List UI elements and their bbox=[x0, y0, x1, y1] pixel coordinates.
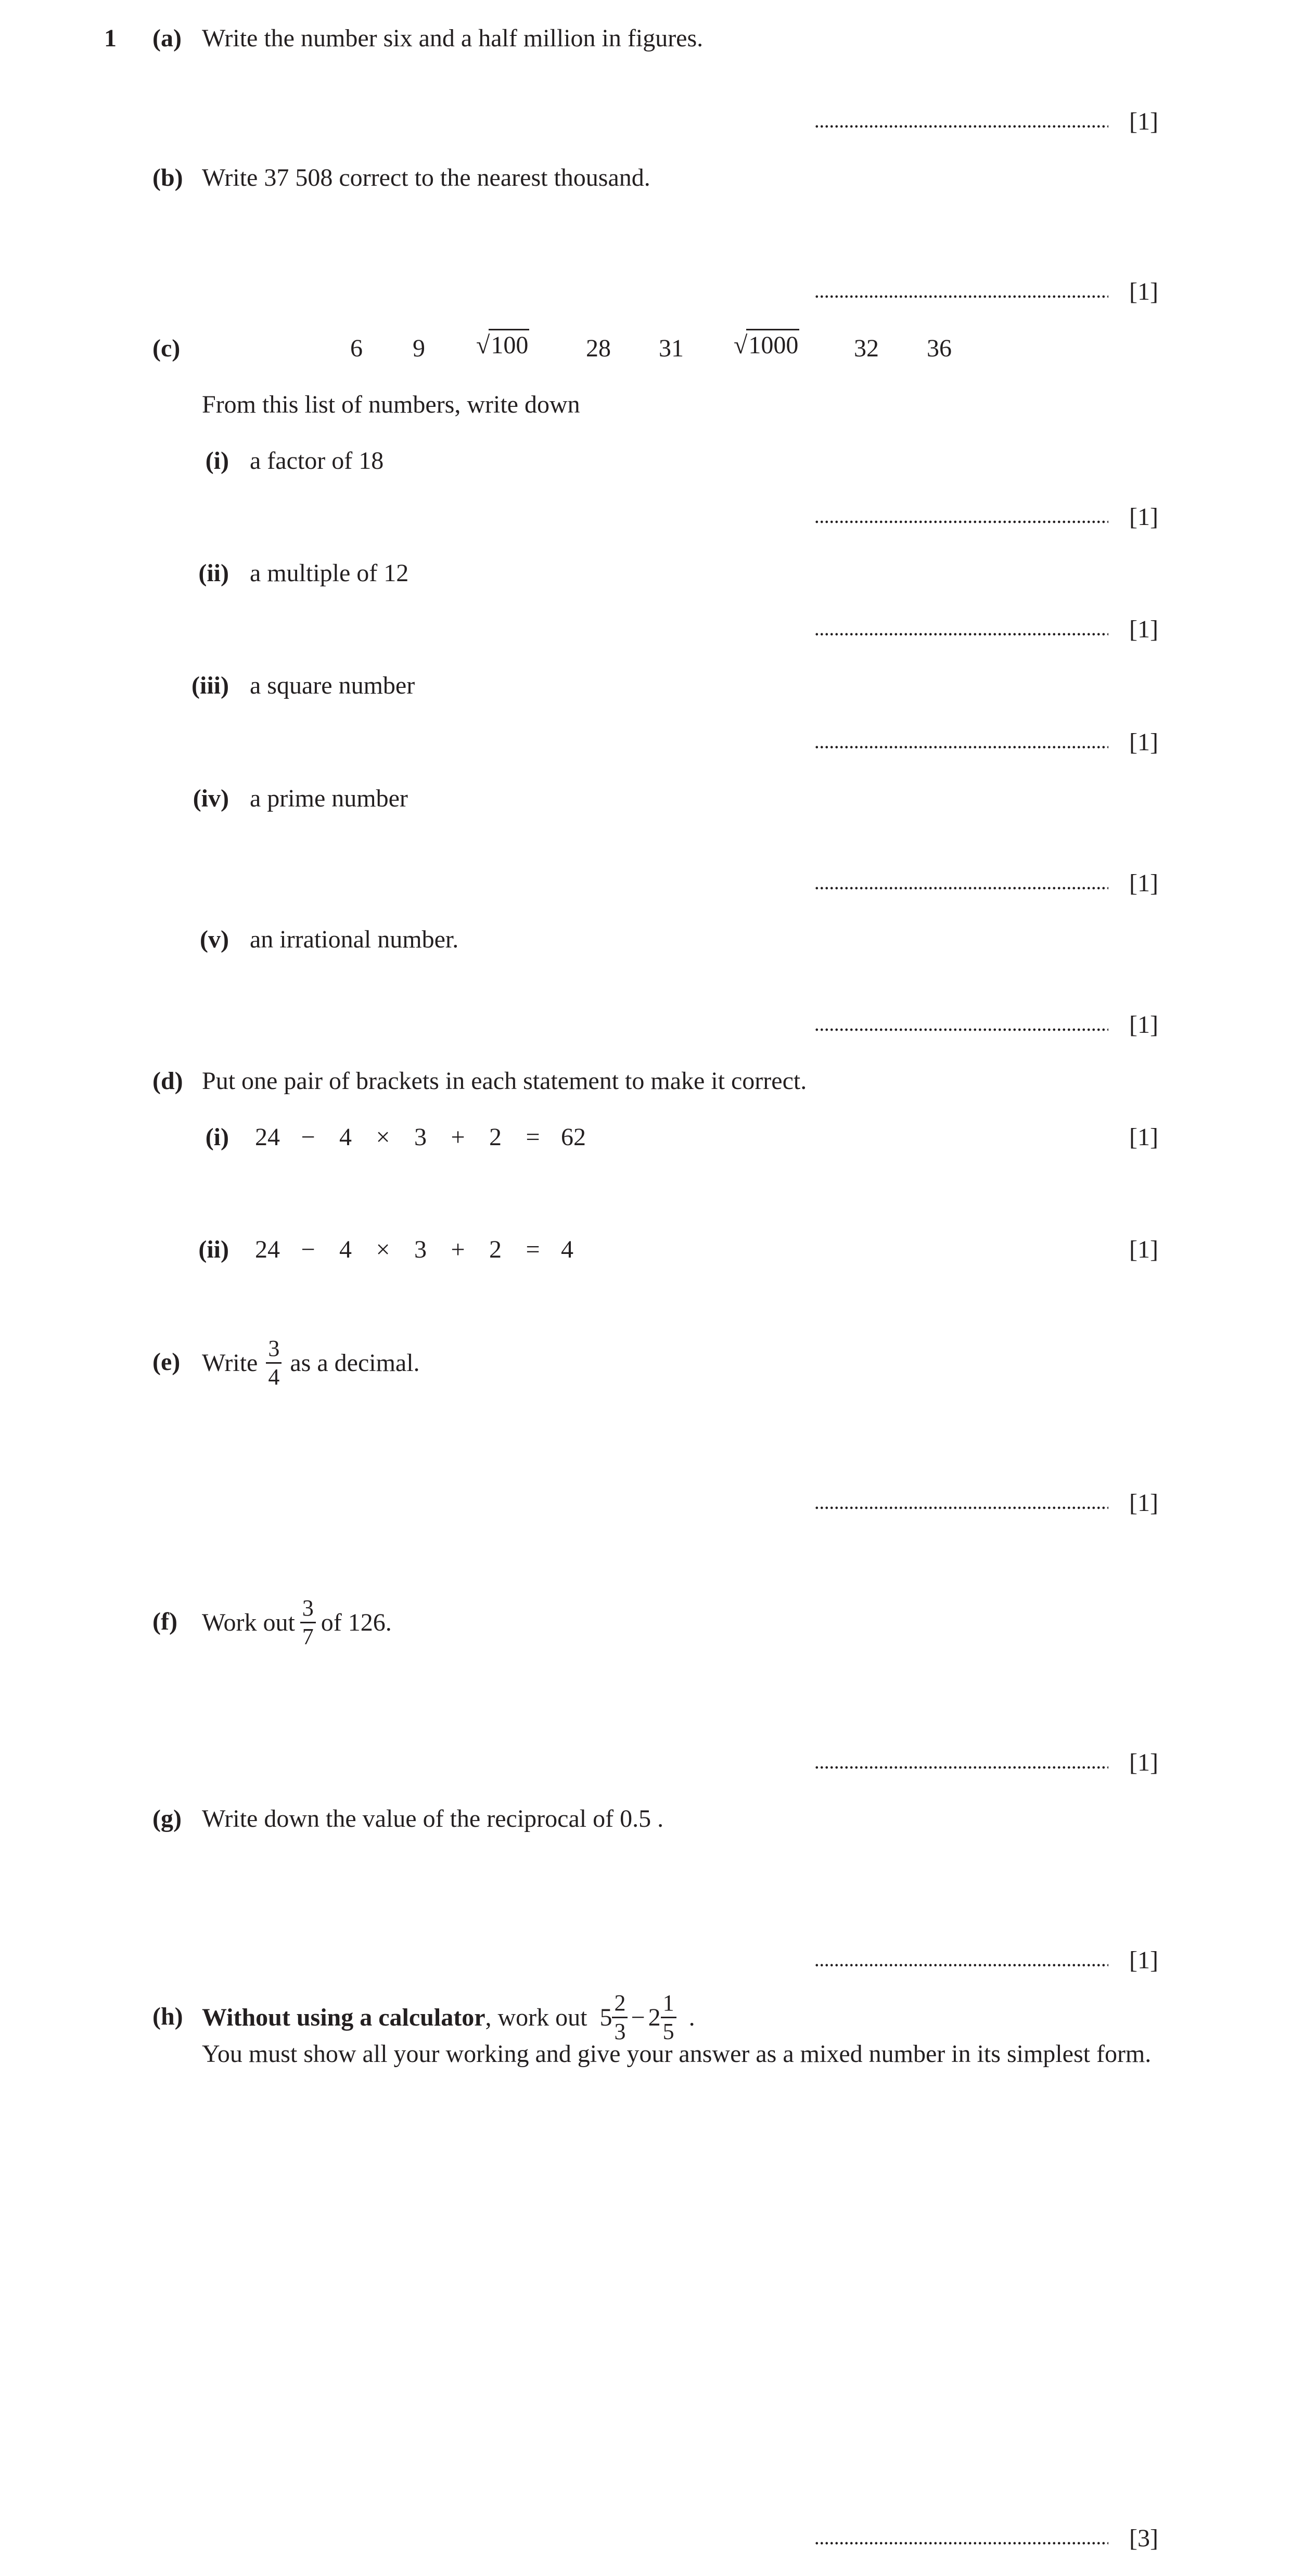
part-h-text bbox=[202, 1992, 695, 2043]
marks-b: [1] bbox=[1129, 278, 1158, 305]
denominator: 7 bbox=[302, 1624, 314, 1649]
part-e-pre: Write bbox=[202, 1349, 258, 1377]
marks-g: [1] bbox=[1129, 1946, 1158, 1974]
part-c-ii-text: a multiple of 12 bbox=[250, 559, 409, 587]
plus-sign: + bbox=[451, 1123, 465, 1151]
marks-c-ii: [1] bbox=[1129, 616, 1158, 643]
part-g-label: (g) bbox=[152, 1805, 182, 1832]
sqrt-1000 bbox=[734, 333, 799, 358]
minus-sign: − bbox=[301, 1123, 315, 1151]
answer-line-c-ii[interactable] bbox=[814, 633, 1108, 636]
fraction-1-5 bbox=[661, 1992, 676, 2043]
equation-d-i bbox=[255, 1125, 592, 1150]
part-e-text bbox=[202, 1337, 420, 1389]
sqrt-100 bbox=[476, 333, 529, 358]
answer-line-a[interactable] bbox=[814, 125, 1108, 128]
part-f-pre: Work out bbox=[202, 1608, 295, 1636]
part-g-text: Write down the value of the reciprocal of 0.5 . bbox=[202, 1805, 664, 1832]
answer-line-g[interactable] bbox=[814, 1964, 1108, 1967]
eq-token: 24 bbox=[255, 1236, 280, 1263]
part-c-iv-text: a prime number bbox=[250, 785, 408, 812]
minus-sign: − bbox=[301, 1236, 315, 1263]
marks-f: [1] bbox=[1129, 1749, 1158, 1776]
marks-c-iii: [1] bbox=[1129, 728, 1158, 756]
part-b-text: Write 37 508 correct to the nearest thousand. bbox=[202, 164, 650, 191]
answer-line-h[interactable] bbox=[814, 2542, 1108, 2545]
part-h-label: (h) bbox=[152, 2003, 183, 2030]
part-f-text bbox=[202, 1597, 392, 1648]
part-c-intro: From this list of numbers, write down bbox=[202, 391, 580, 418]
sqrt-100-value: 100 bbox=[489, 329, 529, 359]
answer-line-c-v[interactable] bbox=[814, 1028, 1108, 1031]
marks-c-v: [1] bbox=[1129, 1011, 1158, 1039]
denominator: 5 bbox=[662, 2019, 674, 2044]
eq-token: 3 bbox=[414, 1236, 427, 1263]
number-36: 36 bbox=[927, 335, 952, 362]
marks-c-iv: [1] bbox=[1129, 869, 1158, 897]
equals-sign: = bbox=[526, 1123, 540, 1151]
part-b-label: (b) bbox=[152, 164, 183, 191]
numerator: 3 bbox=[300, 1597, 316, 1623]
numerator: 1 bbox=[661, 1992, 676, 2018]
part-c-iv-label: (iv) bbox=[193, 785, 229, 812]
part-d-text: Put one pair of brackets in each statement to make it correct. bbox=[202, 1067, 807, 1095]
part-h-end: . bbox=[688, 2003, 695, 2031]
part-c-v-text: an irrational number. bbox=[250, 926, 459, 953]
minus-sign: − bbox=[631, 2003, 645, 2031]
mixed-whole-1: 5 bbox=[599, 2003, 612, 2031]
eq-result: 62 bbox=[561, 1123, 586, 1151]
answer-line-f[interactable] bbox=[814, 1766, 1108, 1769]
question-number: 1 bbox=[104, 24, 117, 52]
part-a-text: Write the number six and a half million in figures. bbox=[202, 24, 704, 52]
fraction-2-3 bbox=[612, 1992, 628, 2043]
part-f-post: of 126. bbox=[321, 1608, 392, 1636]
numerator: 3 bbox=[266, 1337, 282, 1364]
eq-result: 4 bbox=[561, 1236, 573, 1263]
times-sign: × bbox=[376, 1123, 390, 1151]
radical-icon: √ bbox=[734, 331, 748, 359]
number-28: 28 bbox=[586, 335, 611, 362]
part-c-i-label: (i) bbox=[205, 447, 229, 475]
part-d-ii-label: (ii) bbox=[198, 1236, 229, 1263]
part-c-v-label: (v) bbox=[200, 926, 229, 953]
answer-line-b[interactable] bbox=[814, 295, 1108, 298]
fraction-3-4 bbox=[266, 1337, 282, 1389]
equation-d-ii bbox=[255, 1237, 592, 1262]
number-31: 31 bbox=[659, 335, 684, 362]
radical-icon: √ bbox=[476, 331, 490, 359]
number-9: 9 bbox=[413, 335, 425, 362]
answer-line-c-iv[interactable] bbox=[814, 887, 1108, 890]
eq-token: 2 bbox=[489, 1236, 502, 1263]
part-d-label: (d) bbox=[152, 1067, 183, 1095]
marks-h: [3] bbox=[1129, 2524, 1158, 2552]
denominator: 3 bbox=[614, 2019, 626, 2044]
part-h-work-out: , work out bbox=[485, 2003, 587, 2031]
equals-sign: = bbox=[526, 1236, 540, 1263]
eq-token: 2 bbox=[489, 1123, 502, 1151]
marks-d-ii: [1] bbox=[1129, 1236, 1158, 1263]
eq-token: 24 bbox=[255, 1123, 280, 1151]
marks-d-i: [1] bbox=[1129, 1123, 1158, 1151]
answer-line-e[interactable] bbox=[814, 1506, 1108, 1509]
denominator: 4 bbox=[268, 1364, 280, 1390]
number-6: 6 bbox=[350, 335, 363, 362]
part-e-post: as a decimal. bbox=[290, 1349, 420, 1377]
eq-token: 4 bbox=[339, 1123, 352, 1151]
part-c-label: (c) bbox=[152, 335, 181, 362]
part-c-iii-label: (iii) bbox=[191, 672, 229, 699]
part-h-instruction: You must show all your working and give your answer as a mixed number in its simplest form. bbox=[202, 2040, 1152, 2068]
eq-token: 4 bbox=[339, 1236, 352, 1263]
answer-line-c-i[interactable] bbox=[814, 520, 1108, 523]
part-a-label: (a) bbox=[152, 24, 182, 52]
part-c-ii-label: (ii) bbox=[198, 559, 229, 587]
part-c-i-text: a factor of 18 bbox=[250, 447, 384, 475]
number-32: 32 bbox=[854, 335, 879, 362]
part-h-bold: Without using a calculator bbox=[202, 2003, 485, 2031]
marks-e: [1] bbox=[1129, 1489, 1158, 1517]
fraction-3-7 bbox=[300, 1597, 316, 1648]
part-e-label: (e) bbox=[152, 1348, 181, 1376]
times-sign: × bbox=[376, 1236, 390, 1263]
part-c-iii-text: a square number bbox=[250, 672, 415, 699]
part-f-label: (f) bbox=[152, 1608, 177, 1635]
answer-line-c-iii[interactable] bbox=[814, 746, 1108, 749]
eq-token: 3 bbox=[414, 1123, 427, 1151]
sqrt-1000-value: 1000 bbox=[746, 329, 799, 359]
part-d-i-label: (i) bbox=[205, 1123, 229, 1151]
marks-a: [1] bbox=[1129, 108, 1158, 135]
numerator: 2 bbox=[612, 1992, 628, 2018]
mixed-whole-2: 2 bbox=[648, 2003, 661, 2031]
plus-sign: + bbox=[451, 1236, 465, 1263]
marks-c-i: [1] bbox=[1129, 503, 1158, 531]
